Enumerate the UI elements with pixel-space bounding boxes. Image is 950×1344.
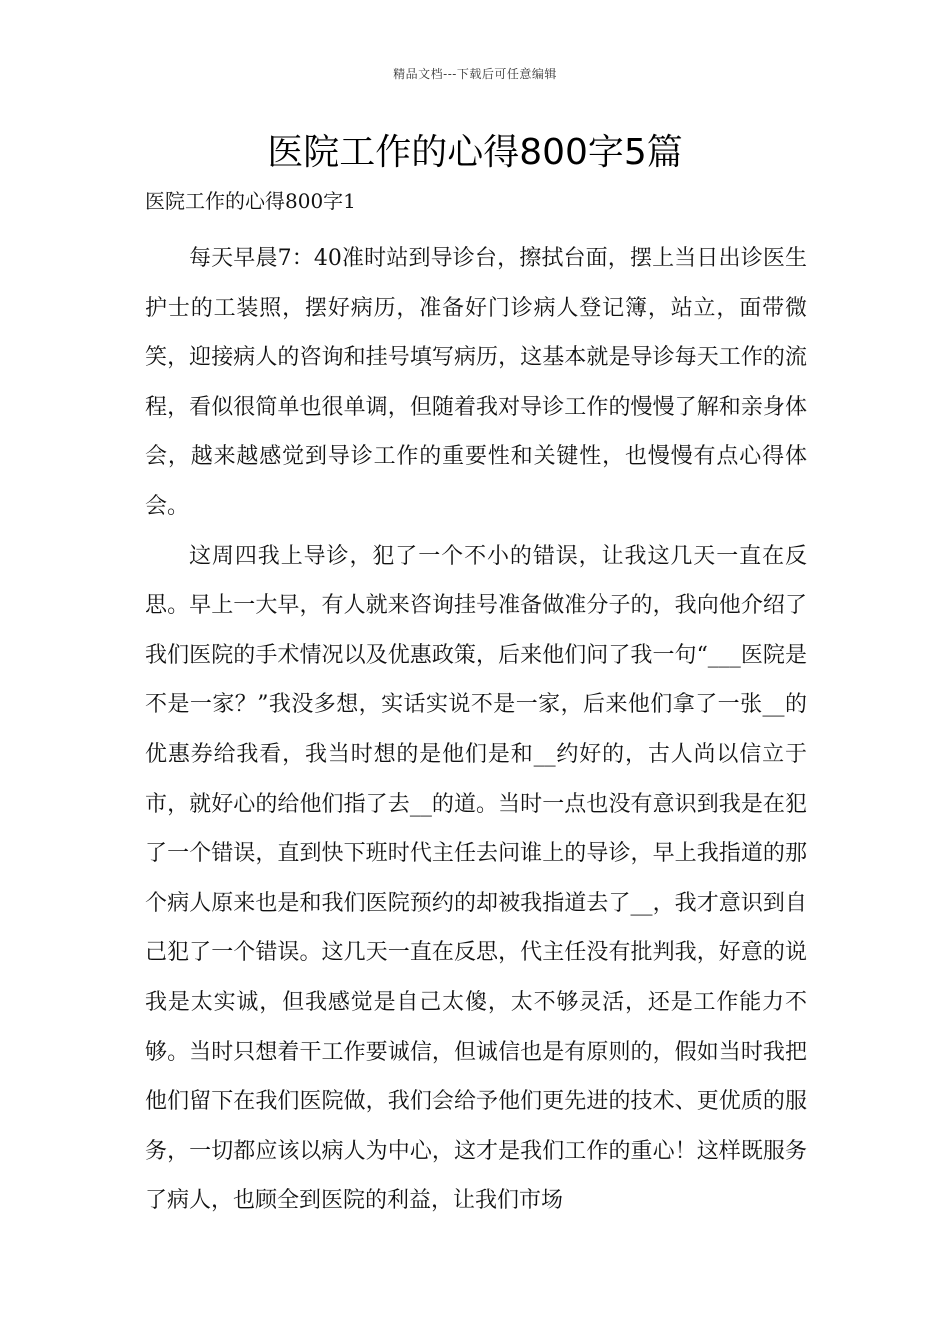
section-heading: 医院工作的心得800字1 xyxy=(145,189,356,213)
paragraph-1: 每天早晨7：40准时站到导诊台，擦拭台面，摆上当日出诊医生护士的工装照，摆好病历，准备好门诊病人登记簿，站立，面带微笑，迎接病人的咨询和挂号填写病历，这基本就是导诊每天工作的流程，看似很简单也很单调，但随着我对导诊工作的慢慢了解和亲身体会，越来越感觉到导诊工作的重要性和关键性，也慢慢有点心得体会。 xyxy=(145,246,807,519)
body-text xyxy=(145,234,807,1226)
paragraph-2: 这周四我上导诊，犯了一个不小的错误，让我这几天一直在反思。早上一大早，有人就来咨询挂号准备做准分子的，我向他介绍了我们医院的手术情况以及优惠政策，后来他们问了我一句“___医院是不是一家？”我没多想，实话实说不是一家，后来他们拿了一张__的优惠券给我看，我当时想的是他们是和__约好的，古人尚以信立于市，就好心的给他们指了去__的道。当时一点也没有意识到我是在犯了一个错误，直到快下班时代主任去问谁上的导诊，早上我指道的那个病人原来也是和我们医院预约的却被我指道去了__，我才意识到自己犯了一个错误。这几天一直在反思，代主任没有批判我，好意的说我是太实诚，但我感觉是自己太傻，太不够灵活，还是工作能力不够。当时只想着干工作要诚信，但诚信也是有原则的，假如当时我把他们留下在我们医院做，我们会给予他们更先进的技术、更优质的服务，一切都应该以病人为中心，这才是我们工作的重心！这样既服务了病人，也顾全到医院的利益，让我们市场 xyxy=(145,543,807,1214)
document-title: 医院工作的心得800字5篇 xyxy=(267,132,683,173)
header-note: 精品文档---下载后可任意编辑 xyxy=(393,67,557,81)
